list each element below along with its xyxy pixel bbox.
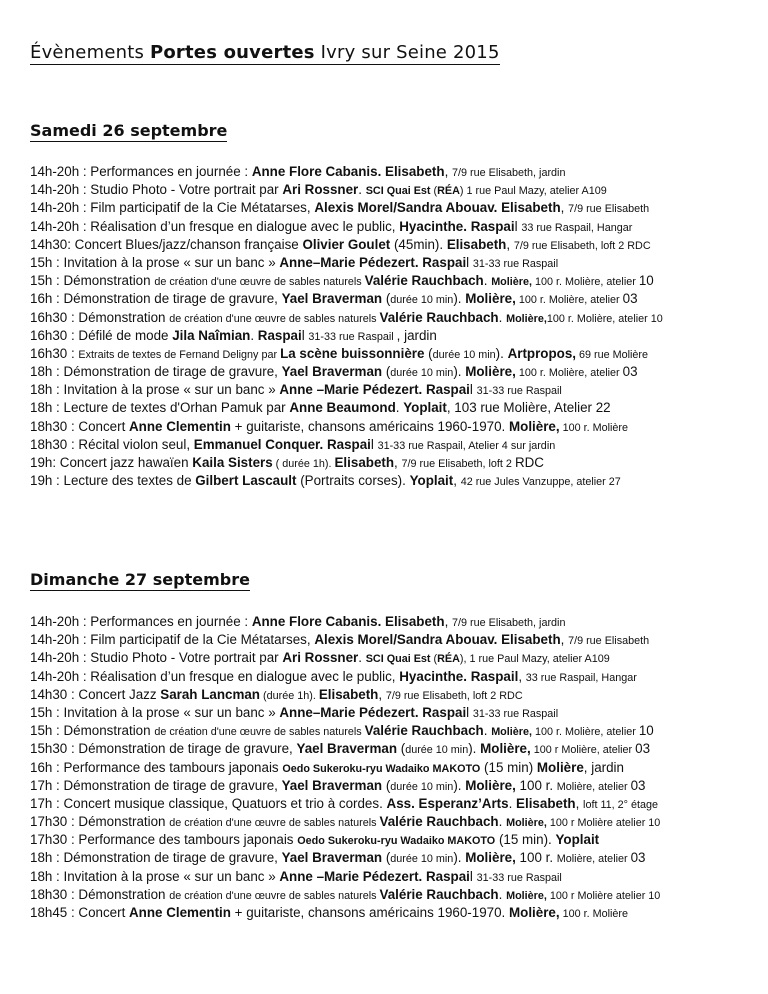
event-text: 31-33 rue Raspail (476, 385, 562, 398)
event-text: Molière, (465, 850, 516, 866)
event-text: 03 (622, 291, 638, 307)
event-text: , jardin (396, 327, 437, 343)
event-text: ). (453, 777, 466, 793)
event-text: 100 r. Molière, atelier 10 (546, 312, 663, 325)
event-line (30, 272, 765, 290)
event-text: Anne–Marie Pédezert. Raspai (279, 254, 467, 270)
event-text: Molière, (465, 777, 516, 793)
event-text: 17h : Concert musique classique, Quatuors et trio à cordes. (30, 795, 387, 811)
event-text: , jardin (583, 759, 624, 775)
event-text: 14h30 : Concert Jazz (30, 686, 161, 702)
event-text: 100 r. (515, 777, 557, 793)
event-text: ). (453, 850, 466, 866)
event-line (30, 309, 765, 327)
event-text: 16h : Performance des tambours japonais (30, 759, 283, 775)
event-text: Elisabeth (446, 236, 507, 252)
event-text: 100 r. (515, 850, 557, 866)
event-text: loft 11, 2° étage (583, 798, 658, 811)
event-text: 17h30 : Performance des tambours japonais (30, 832, 298, 848)
event-text: 15h : Démonstration (30, 273, 155, 289)
event-text: + guitariste, chansons américains 1960-1970. (230, 905, 509, 920)
event-line (30, 668, 765, 686)
event-line (30, 831, 765, 849)
event-text: 15h30 : Démonstration de tirage de gravure, (30, 741, 297, 757)
event-text: Molière (536, 759, 584, 775)
event-text: 33 rue Raspail, Hangar (525, 671, 637, 684)
event-text: (durée 1h). (260, 689, 319, 702)
event-text: 03 (635, 741, 651, 757)
event-text: , (518, 668, 526, 684)
event-text: Molière, (506, 817, 547, 830)
event-text: RDC (514, 455, 544, 470)
event-text: Yael Braverman (296, 741, 397, 757)
day-heading-sunday: Dimanche 27 septembre (30, 570, 250, 589)
event-text: 18h : Lecture de textes d'Orhan Pamuk par (30, 400, 290, 416)
event-text: + guitariste, chansons américains 1960-1970. (230, 418, 509, 434)
event-text: , (560, 632, 569, 648)
event-text: 31-33 rue Raspail (476, 871, 562, 884)
event-text: 18h : Invitation à la prose « sur un banc » (30, 868, 280, 884)
event-text: 100 r Molière, atelier (530, 744, 636, 757)
event-text: ( (382, 364, 391, 380)
event-text: ). (495, 345, 508, 361)
event-text: (15 min). (495, 832, 556, 848)
event-text: Oedo Sukeroku-ryu Wadaiko MAKOTO (282, 762, 481, 775)
event-text: 19h: Concert jazz hawaïen (30, 455, 193, 470)
event-text: 19h : Lecture des textes de (30, 473, 196, 489)
event-text: durée 10 min (432, 348, 496, 361)
event-text: Valérie Rauchbach (364, 723, 484, 739)
event-text: durée 10 min (390, 294, 454, 307)
event-line (30, 290, 765, 308)
event-line (30, 740, 765, 758)
event-text: 17h30 : Démonstration (30, 814, 170, 830)
event-text: , (444, 614, 453, 629)
event-text: Yoplait (409, 473, 454, 489)
event-text: 03 (622, 364, 638, 380)
event-text: Jila Naîmian (172, 327, 251, 343)
event-text: 16h : Démonstration de tirage de gravure, (30, 291, 282, 307)
event-text: l (514, 218, 522, 234)
document-title (30, 42, 500, 65)
event-line (30, 218, 765, 236)
event-text: Elisabeth (318, 686, 379, 702)
event-text: RÉA (437, 185, 460, 198)
event-text: Anne Beaumond (289, 400, 396, 416)
event-text: . (498, 886, 507, 902)
event-text: de création d'une œuvre de sables naturels (169, 312, 380, 325)
event-text: 15h : Invitation à la prose « sur un banc » (30, 254, 280, 270)
event-text: Valérie Rauchbach (379, 814, 499, 830)
title-highlight: Portes ouvertes (149, 42, 315, 63)
event-text: 14h-20h : Film participatif de la Cie Métatarses, (30, 200, 315, 216)
event-text: 10 (638, 723, 654, 739)
event-text: Valérie Rauchbach (364, 273, 484, 289)
event-text: ( durée 1h). (272, 458, 335, 470)
event-text: 33 rue Raspail, Hangar (521, 221, 633, 234)
event-text: 100 r Molière atelier 10 (546, 889, 661, 902)
event-text: Ass. Esperanz’Arts (386, 795, 509, 811)
event-text: Molière, (508, 418, 560, 434)
event-text: 18h : Invitation à la prose « sur un banc » (30, 382, 280, 398)
event-line (30, 686, 765, 704)
event-text: ( (382, 850, 391, 866)
event-text: Yoplait (403, 400, 447, 416)
event-text: Molière, atelier (556, 780, 631, 793)
event-text: . (358, 182, 366, 198)
event-text: 16h30 : (30, 345, 79, 361)
event-text: Yael Braverman (281, 364, 383, 380)
event-text: Elisabeth (334, 455, 395, 470)
event-text: 7/9 rue Elisabeth, jardin (452, 617, 566, 629)
event-text: Molière, (465, 291, 516, 307)
event-line (30, 868, 765, 886)
event-text: . (498, 309, 507, 325)
event-text: 100 r. Molière, atelier (532, 276, 639, 289)
event-text: , (560, 200, 569, 216)
event-text: Valérie Rauchbach (379, 886, 499, 902)
event-text: Gilbert Lascault (195, 473, 297, 489)
event-text: 14h-20h : Studio Photo - Votre portrait par (30, 650, 283, 666)
event-text: . (498, 814, 507, 830)
event-text: 42 rue Jules Vanzuppe, atelier 27 (460, 476, 621, 489)
event-text: 14h30: Concert Blues/jazz/chanson française (30, 236, 303, 252)
event-text: 18h30 : Concert (30, 418, 130, 434)
event-text: Molière, atelier (556, 853, 631, 866)
event-text: l (469, 382, 477, 398)
event-text: 14h-20h : Réalisation d’un fresque en dialogue avec le public, (30, 668, 400, 684)
event-text: 100 r. Molière, atelier (515, 367, 623, 380)
event-text: 17h : Démonstration de tirage de gravure, (30, 777, 282, 793)
event-text: 100 r Molière atelier 10 (546, 817, 661, 830)
event-text: de création d'une œuvre de sables naturels (154, 276, 365, 289)
event-text: 16h30 : Démonstration (30, 309, 170, 325)
event-text: durée 10 min (390, 853, 454, 866)
day-heading-saturday: Samedi 26 septembre (30, 121, 228, 140)
event-text: . (358, 650, 366, 666)
event-text: Anne –Marie Pédezert. Raspai (279, 868, 470, 884)
event-text: Molière, (480, 741, 531, 757)
event-text: 18h : Démonstration de tirage de gravure, (30, 850, 282, 866)
event-text: ( (430, 653, 438, 666)
event-line (30, 163, 765, 181)
event-text: . (508, 795, 517, 811)
event-text: 15h : Démonstration (30, 723, 155, 739)
event-line (30, 649, 765, 667)
event-text: durée 10 min (390, 780, 454, 793)
event-line (30, 613, 765, 631)
event-text: 14h-20h : Réalisation d’un fresque en dialogue avec le public, (30, 218, 400, 234)
event-text: 18h : Démonstration de tirage de gravure, (30, 364, 282, 380)
event-text: 31-33 rue Raspail (472, 257, 559, 270)
event-text: 18h45 : Concert (30, 905, 130, 920)
event-text: 7/9 rue Elisabeth, loft 2 RDC (385, 689, 523, 702)
event-text: Kaila Sisters (192, 455, 273, 470)
event-text: 31-33 rue Raspail (308, 330, 397, 343)
event-text: Oedo Sukeroku-ryu Wadaiko MAKOTO (297, 835, 496, 848)
event-text: Artpropos, (507, 345, 576, 361)
event-line (30, 199, 765, 217)
event-text: 15h : Invitation à la prose « sur un banc » (30, 704, 280, 720)
event-text: 16h30 : Défilé de mode (30, 327, 173, 343)
event-text: 14h-20h : Film participatif de la Cie Métatarses, (30, 632, 315, 648)
event-line (30, 254, 765, 272)
event-text: . (250, 327, 258, 343)
event-text: durée 10 min (405, 744, 469, 757)
event-line (30, 813, 765, 831)
event-text: Emmanuel Conquer. Raspai (193, 436, 371, 452)
event-text: RÉA (437, 653, 460, 666)
event-text: Yoplait (555, 832, 600, 848)
event-text: 7/9 rue Elisabeth (568, 635, 650, 648)
event-text: 69 rue Molière (576, 348, 649, 361)
event-text: Anne Flore Cabanis. Elisabeth (251, 164, 445, 179)
event-text: 03 (630, 850, 646, 866)
event-text: de création d'une œuvre de sables naturels (169, 817, 380, 830)
event-text: Anne Clementin (129, 905, 231, 920)
event-text: 03 (630, 777, 646, 793)
event-line (30, 886, 765, 904)
event-text: SCI Quai Est (365, 185, 431, 198)
event-text: Molière, (491, 726, 532, 739)
event-text: Yael Braverman (281, 777, 383, 793)
event-text: Anne Flore Cabanis. Elisabeth (251, 614, 445, 629)
event-text: SCI Quai Est (365, 653, 431, 666)
event-list-saturday (30, 163, 765, 490)
event-text: Ari Rossner (282, 182, 359, 198)
event-text: de création d'une œuvre de sables naturels (154, 726, 365, 739)
event-line (30, 795, 765, 813)
event-text: 100 r. Molière (559, 908, 629, 920)
event-text: 100 r. Molière, atelier (515, 294, 623, 307)
event-text: Raspai (257, 327, 302, 343)
event-text: ). (453, 364, 466, 380)
event-line (30, 236, 765, 254)
event-text: ). (468, 741, 481, 757)
event-text: ( (397, 741, 406, 757)
event-text: l (370, 436, 378, 452)
event-text: l (301, 327, 309, 343)
event-text: Molière, (491, 276, 532, 289)
event-line (30, 381, 765, 399)
title-suffix: Ivry sur Seine 2015 (320, 42, 500, 63)
event-line (30, 454, 765, 472)
event-text: l (466, 704, 473, 720)
event-text: 31-33 rue Raspail, Atelier 4 sur jardin (377, 439, 556, 452)
event-text: La scène buissonnière (280, 345, 425, 361)
event-text: l (469, 868, 477, 884)
event-line (30, 399, 765, 417)
event-text: Elisabeth (516, 795, 576, 811)
event-text: Molière, (465, 364, 516, 380)
event-text: , 103 rue Molière, Atelier 22 (446, 400, 611, 416)
event-text: Yael Braverman (281, 291, 383, 307)
event-line (30, 777, 765, 795)
event-text: Extraits de textes de Fernand Deligny par (78, 348, 281, 361)
event-line (30, 472, 765, 490)
event-text: ( (424, 345, 433, 361)
event-line (30, 418, 765, 436)
event-line (30, 181, 765, 199)
event-text: Hyacinthe. Raspai (399, 218, 515, 234)
event-list-sunday (30, 613, 765, 922)
event-text: ( (430, 185, 438, 198)
event-text: Alexis Morel/Sandra Abouav. Elisabeth (314, 200, 561, 216)
event-text: . (483, 723, 492, 739)
event-text: 7/9 rue Elisabeth, loft 2 (401, 458, 515, 470)
event-text: Sarah Lancman (160, 686, 260, 702)
event-line (30, 849, 765, 867)
event-text: . (395, 400, 404, 416)
event-text: (Portraits corses). (296, 473, 410, 489)
event-line (30, 759, 765, 777)
event-text: 100 r. Molière (559, 421, 629, 434)
event-line (30, 327, 765, 345)
event-text: , (394, 455, 402, 470)
event-text: , (506, 236, 514, 252)
event-text: Hyacinthe. Raspail (399, 668, 519, 684)
event-text: Molière, (506, 889, 547, 902)
event-text: ), 1 rue Paul Mazy, atelier A109 (459, 653, 610, 666)
event-text: 7/9 rue Elisabeth (568, 203, 650, 216)
event-text: Alexis Morel/Sandra Abouav. Elisabeth (314, 632, 561, 648)
event-line (30, 704, 765, 722)
event-text: 10 (638, 273, 654, 289)
event-text: ( (382, 777, 391, 793)
event-text: 100 r. Molière, atelier (532, 726, 639, 739)
event-line (30, 904, 765, 922)
event-line (30, 436, 765, 454)
event-text: , (575, 795, 584, 811)
event-text: . (483, 273, 492, 289)
event-text: l (466, 254, 473, 270)
event-text: durée 10 min (390, 367, 454, 380)
event-text: Anne –Marie Pédezert. Raspai (279, 382, 470, 398)
event-text: 14h-20h : Performances en journée : (30, 164, 252, 179)
event-text: 18h30 : Démonstration (30, 886, 170, 902)
event-text: 14h-20h : Studio Photo - Votre portrait par (30, 182, 283, 198)
event-text: 18h30 : Récital violon seul, (30, 436, 194, 452)
event-line (30, 631, 765, 649)
event-line (30, 722, 765, 740)
event-line (30, 363, 765, 381)
event-text: Molière, (506, 312, 547, 325)
event-text: 7/9 rue Elisabeth, jardin (452, 167, 566, 179)
event-text: 14h-20h : Performances en journée : (30, 614, 252, 629)
event-text: , (453, 473, 461, 489)
event-text: Valérie Rauchbach (379, 309, 499, 325)
event-text: Anne Clementin (129, 418, 231, 434)
event-text: 7/9 rue Elisabeth, loft 2 RDC (513, 239, 651, 252)
event-text: Olivier Goulet (302, 236, 391, 252)
event-text: Anne–Marie Pédezert. Raspai (279, 704, 467, 720)
event-text: Yael Braverman (281, 850, 383, 866)
event-text: ( (382, 291, 391, 307)
event-text: , (378, 686, 386, 702)
event-text: 31-33 rue Raspail (472, 707, 559, 720)
event-text: ) 1 rue Paul Mazy, atelier A109 (459, 185, 607, 198)
event-text: ). (453, 291, 466, 307)
title-prefix: Évènements (30, 42, 145, 63)
event-text: (45min). (390, 236, 447, 252)
event-text: de création d'une œuvre de sables naturels (169, 889, 380, 902)
event-text: Molière, (508, 905, 560, 920)
event-text: Ari Rossner (282, 650, 359, 666)
event-text: (15 min) (480, 759, 537, 775)
event-line (30, 345, 765, 363)
event-text: , (444, 164, 453, 179)
